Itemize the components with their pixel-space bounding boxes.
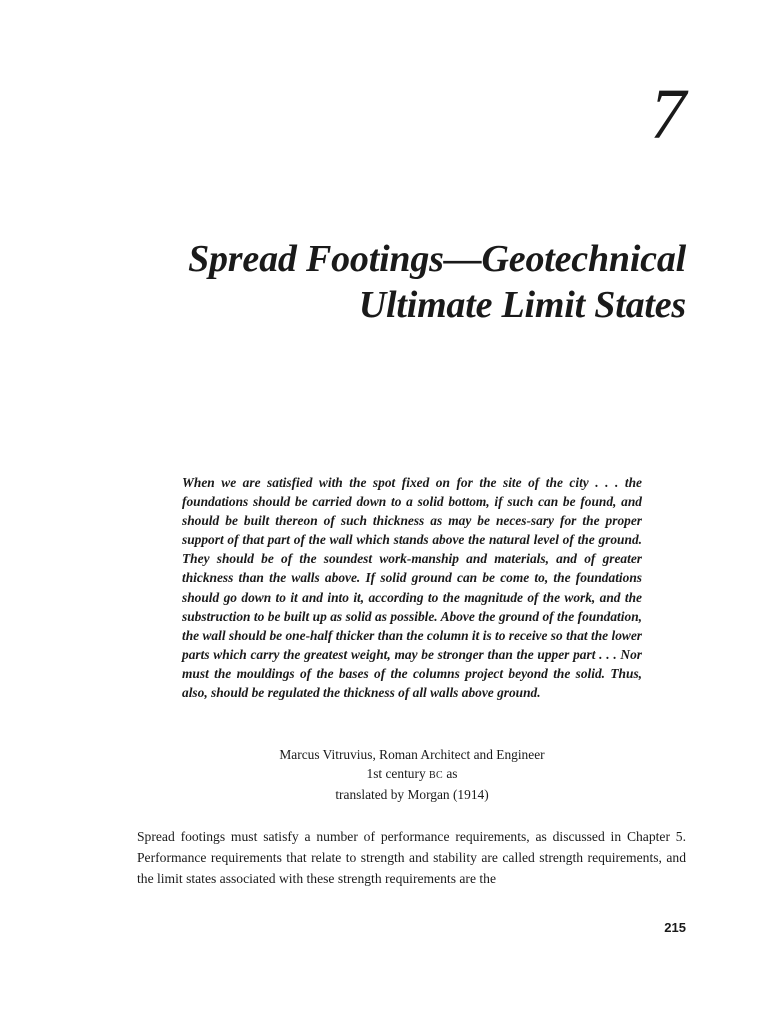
body-paragraph: Spread footings must satisfy a number of performance requirements, as discussed in Chapter 5. Performance requirements that relate to strength and stability are called strength requirements, and the limit states associated with these strength requirements are the <box>137 829 686 886</box>
attribution-century-suffix: as <box>446 766 458 781</box>
attribution-era: BC <box>429 770 443 781</box>
chapter-title-line-2: Ultimate Limit States <box>358 284 686 326</box>
chapter-title <box>126 236 686 328</box>
attribution-century: 1st century <box>366 766 426 781</box>
page-number: 215 <box>664 920 686 935</box>
epigraph-attribution <box>182 745 642 804</box>
attribution-translation: translated by Morgan (1914) <box>335 787 489 802</box>
chapter-title-line-1: Spread Footings—Geotechnical <box>188 238 686 280</box>
epigraph-quote: When we are satisfied with the spot fixed on for the site of the city . . . the foundations should be carried down to a solid bottom, if such can be found, and should be built thereon of such thickness as may be neces-sary for the proper support of that part of the wall which stands above the natural level of the ground. They should be of the soundest work-manship and materials, and of greater thickness than the walls above. If solid ground can be come to, the foundations should go down to it and into it, according to the magnitude of the work, and the substruction to be built up as solid as possible. Above the ground of the foundation, the wall should be one-half thicker than the column it is to receive so that the lower parts which carry the greatest weight, may be stronger than the upper part . . . Nor must the mouldings of the bases of the columns project beyond the solid. Thus, also, should be regulated the thickness of all walls above ground. <box>182 475 642 701</box>
chapter-number: 7 <box>650 74 686 154</box>
attribution-date <box>182 764 642 785</box>
epigraph <box>182 473 642 702</box>
attribution-author: Marcus Vitruvius, Roman Architect and Engineer <box>279 747 545 762</box>
